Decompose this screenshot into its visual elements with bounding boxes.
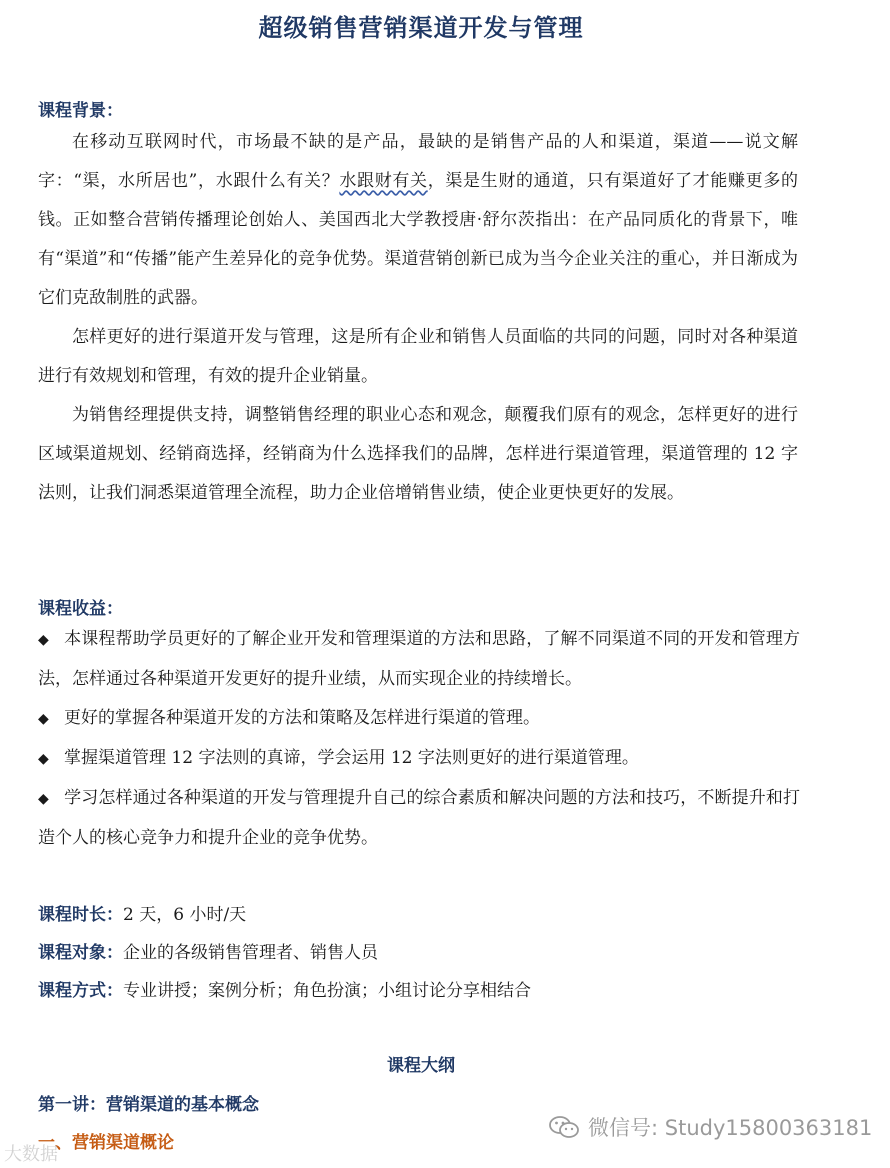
diamond-bullet-icon: ◆ — [38, 751, 49, 767]
outline-title: 课程大纲 — [387, 1056, 455, 1076]
background-paragraph-2: 怎样更好的进行渠道开发与管理，这是所有企业和销售人员面临的共同的问题，同时对各种渠道进行有效规划和管理，有效的提升企业销量。 — [38, 327, 798, 386]
benefits-list — [38, 620, 800, 858]
benefit-text: 掌握渠道管理 12 字法则的真谛，学会运用 12 字法则更好的进行渠道管理。 — [64, 748, 639, 768]
watermark-text: 微信号: Study15800363181 — [588, 1116, 873, 1140]
watermark-right — [548, 1112, 872, 1142]
course-duration — [38, 900, 246, 925]
audience-value: 企业的各级销售管理者、销售人员 — [123, 943, 378, 963]
benefit-text: 更好的掌握各种渠道开发的方法和策略及怎样进行渠道的管理。 — [64, 708, 540, 728]
diamond-bullet-icon: ◆ — [38, 711, 49, 727]
duration-value: 2 天，6 小时/天 — [123, 905, 247, 925]
spellcheck-underlined-text: 水跟财有关 — [339, 171, 428, 191]
diamond-bullet-icon: ◆ — [38, 791, 49, 807]
background-p1-start: 在移动互联网时代，市场最不缺的是产品，最缺的是销售产品的人和渠道，渠道——说文解字：“渠，水所居也”，水跟什么有关？ — [38, 132, 798, 191]
duration-label: 课程时长： — [38, 905, 123, 925]
watermark-left: 大数据 — [4, 1144, 58, 1165]
benefit-item — [38, 699, 800, 739]
course-method — [38, 976, 531, 1001]
benefits-heading: 课程收益： — [38, 599, 123, 619]
diamond-bullet-icon: ◆ — [38, 632, 49, 648]
background-paragraph-1 — [38, 123, 798, 318]
document-title: 超级销售营销渠道开发与管理 — [258, 13, 584, 42]
method-label: 课程方式： — [38, 981, 123, 1001]
method-value: 专业讲授；案例分析；角色扮演；小组讨论分享相结合 — [123, 981, 531, 1001]
lecture-1-title: 第一讲：营销渠道的基本概念 — [38, 1095, 259, 1115]
background-paragraph-3: 为销售经理提供支持，调整销售经理的职业心态和观念，颠覆我们原有的观念，怎样更好的进行区域渠道规划、经销商选择，经销商为什么选择我们的品牌，怎样进行渠道管理，渠道管理的 12 字法则，让我们洞悉渠道管理全流程，助力企业倍增销售业绩，使企业更快更好的发展。 — [38, 405, 799, 503]
background-heading: 课程背景： — [38, 101, 123, 121]
benefit-text: 本课程帮助学员更好的了解企业开发和管理渠道的方法和思路，了解不同渠道不同的开发和管理方法，怎样通过各种渠道开发更好的提升业绩，从而实现企业的持续增长。 — [38, 629, 800, 689]
course-audience — [38, 938, 378, 963]
section-1-title: 一、营销渠道概论 — [38, 1133, 174, 1153]
benefit-item — [38, 739, 800, 779]
background-p1-end: ，渠是生财的通道，只有渠道好了才能赚更多的钱。正如整合营销传播理论创始人、美国西北大学教授唐·舒尔茨指出：在产品同质化的背景下，唯有“渠道”和“传播”能产生差异化的竞争优势。渠道营销创新已成为当今企业关注的重心，并日渐成为它们克敌制胜的武器。 — [38, 171, 798, 308]
benefit-item — [38, 779, 800, 858]
audience-label: 课程对象： — [38, 943, 123, 963]
wechat-icon — [548, 1115, 580, 1139]
benefit-item — [38, 620, 800, 699]
benefit-text: 学习怎样通过各种渠道的开发与管理提升自己的综合素质和解决问题的方法和技巧，不断提升和打造个人的核心竞争力和提升企业的竞争优势。 — [38, 788, 800, 848]
